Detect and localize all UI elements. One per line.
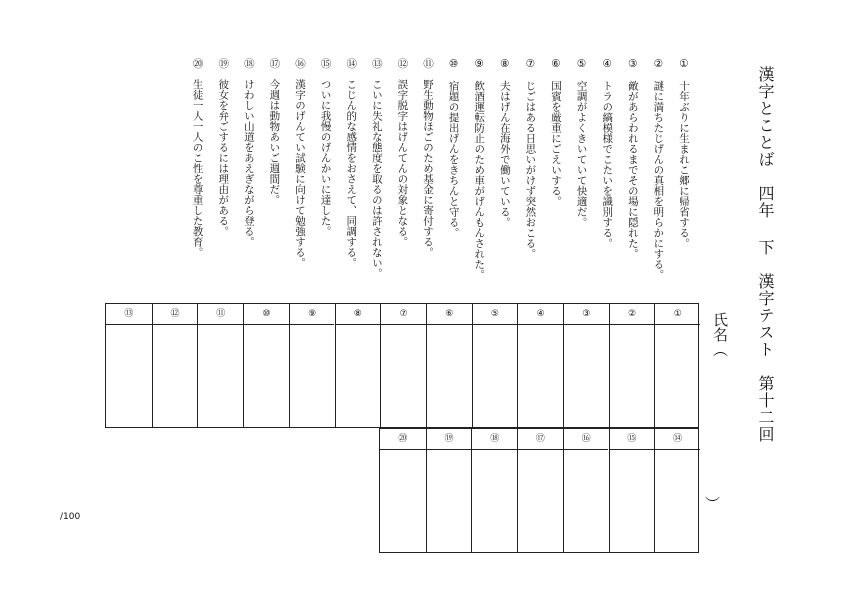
answer-cell[interactable]	[380, 304, 426, 427]
answer-cell[interactable]	[517, 304, 563, 427]
answer-cell-number: ⑨	[290, 304, 335, 325]
question-text: 彼女を弁ごするには理由がある。	[217, 79, 230, 237]
answer-cell-number: ⑧	[336, 304, 381, 325]
question-item	[575, 58, 589, 228]
question-item	[626, 58, 640, 259]
answer-cell-number: ③	[564, 304, 609, 325]
answer-cell-number: ⑬	[106, 304, 152, 325]
question-text: 飲酒運転防止のため車がげんもんされた。	[473, 80, 486, 280]
answer-grid-top	[105, 303, 699, 428]
question-text: こじん的な感情をおさえて、同調する。	[345, 79, 358, 268]
answer-cell[interactable]	[472, 304, 518, 427]
answer-cell[interactable]	[152, 304, 198, 427]
answer-cell-number: ⑪	[198, 304, 243, 325]
question-text: 今週は動物あいご週間だ。	[268, 79, 281, 205]
question-text: 敵があらわれるまでその場に隠れた。	[626, 80, 639, 259]
answer-cell[interactable]	[609, 304, 655, 427]
answer-cell-number: ⑥	[427, 304, 472, 325]
score-label: /100	[60, 512, 81, 522]
question-number: ④	[601, 58, 614, 70]
answer-cell[interactable]	[517, 429, 563, 552]
answer-cell-number: ⑮	[610, 429, 655, 450]
question-item	[498, 58, 512, 228]
question-item	[293, 58, 307, 268]
question-item	[267, 58, 281, 205]
question-text: 生徒一人一人のこ性を尊重した教育。	[191, 79, 204, 258]
question-number: ⑩	[447, 58, 460, 70]
question-number: ⑫	[396, 58, 409, 69]
question-text: ついに我慢のげんかいに達した。	[319, 79, 332, 237]
question-text: こいに失礼な態度を取るのは許されない。	[370, 79, 383, 279]
question-item	[191, 58, 205, 258]
answer-cell-number: ②	[610, 304, 655, 325]
question-number: ③	[626, 58, 639, 70]
answer-cell-number: ⑩	[244, 304, 289, 325]
question-item	[395, 58, 409, 247]
answer-cell[interactable]	[106, 304, 152, 427]
question-item	[370, 58, 384, 279]
answer-cell-number: ⑭	[655, 429, 700, 450]
question-text: 国賓を厳重にごえいする。	[550, 80, 562, 207]
answer-cell[interactable]	[426, 429, 472, 552]
question-text: 十年ぶりに生まれこ郷に帰省する。	[678, 80, 690, 249]
answer-cell[interactable]	[243, 304, 289, 427]
question-item	[549, 58, 563, 207]
question-number: ⑥	[550, 58, 562, 70]
question-text: 野生動物ほごのため基金に寄付する。	[422, 79, 434, 258]
question-number: ⑦	[524, 58, 537, 70]
answer-cell[interactable]	[380, 429, 426, 552]
question-number: ⑮	[319, 58, 332, 69]
question-number: ②	[652, 58, 665, 70]
question-number: ⑧	[498, 58, 511, 70]
question-item	[242, 58, 256, 247]
question-item	[472, 58, 486, 280]
question-number: ⑤	[575, 58, 588, 70]
answer-grid-bottom	[379, 428, 699, 553]
answer-cell-number: ⑯	[564, 429, 609, 450]
answer-cell-number: ⑳	[380, 429, 426, 450]
answer-cell[interactable]	[563, 429, 609, 552]
question-item	[447, 58, 461, 238]
question-number: ①	[678, 58, 690, 70]
answer-cell-number: ⑰	[518, 429, 563, 450]
question-text: 漢字のげんてい試験に向けて勉強する。	[294, 79, 306, 268]
question-item	[677, 58, 691, 249]
question-text: じごはある日思いがけず突然おこる。	[524, 80, 537, 259]
answer-cell[interactable]	[335, 304, 381, 427]
question-text: 空調がよくきいていて快適だ。	[575, 80, 588, 228]
question-item	[216, 58, 230, 237]
answer-cell[interactable]	[654, 429, 700, 552]
answer-cell-number: ⑫	[153, 304, 198, 325]
question-text: トラの縞模様でこたいを識別する。	[601, 80, 614, 249]
answer-cell[interactable]	[609, 429, 655, 552]
question-number: ⑪	[422, 58, 434, 69]
question-item	[651, 58, 665, 280]
question-item	[523, 58, 537, 259]
question-number: ⑰	[268, 58, 281, 69]
answer-cell[interactable]	[289, 304, 335, 427]
question-item	[344, 58, 358, 268]
question-number: ⑱	[242, 58, 255, 69]
answer-cell[interactable]	[563, 304, 609, 427]
answer-cell-number: ④	[518, 304, 563, 325]
question-text: 宿題の提出げんをきちんと守る。	[447, 80, 460, 238]
question-text: 謎に満ちたじげんの真相を明らかにする。	[652, 80, 665, 280]
question-number: ⑬	[370, 58, 383, 69]
question-text: けわしい山道をあえぎながら登る。	[242, 79, 255, 247]
name-label: 氏名（	[711, 312, 729, 357]
page-title: 漢字とことば 四年 下 漢字テスト 第十二回	[756, 66, 775, 443]
answer-cell-number: ⑤	[473, 304, 518, 325]
answer-cell-number: ⑦	[381, 304, 426, 325]
question-item	[600, 58, 614, 249]
question-number: ⑯	[294, 58, 306, 69]
question-text: 誤字脱字はげんてんの対象となる。	[396, 79, 409, 247]
question-item	[421, 58, 435, 258]
answer-cell-number: ⑲	[427, 429, 472, 450]
question-item	[319, 58, 333, 237]
question-text: 夫はげん在海外で働いている。	[498, 80, 511, 228]
answer-cell[interactable]	[426, 304, 472, 427]
question-number: ⑲	[217, 58, 230, 69]
answer-cell-number: ⑱	[472, 429, 517, 450]
answer-cell-number: ①	[655, 304, 700, 325]
question-number: ⑭	[345, 58, 358, 69]
answer-cell[interactable]	[197, 304, 243, 427]
question-number: ⑨	[473, 58, 486, 70]
name-close-paren: ）	[703, 496, 721, 511]
answer-cell[interactable]	[654, 304, 700, 427]
answer-cell[interactable]	[471, 429, 517, 552]
question-number: ⑳	[191, 58, 204, 69]
